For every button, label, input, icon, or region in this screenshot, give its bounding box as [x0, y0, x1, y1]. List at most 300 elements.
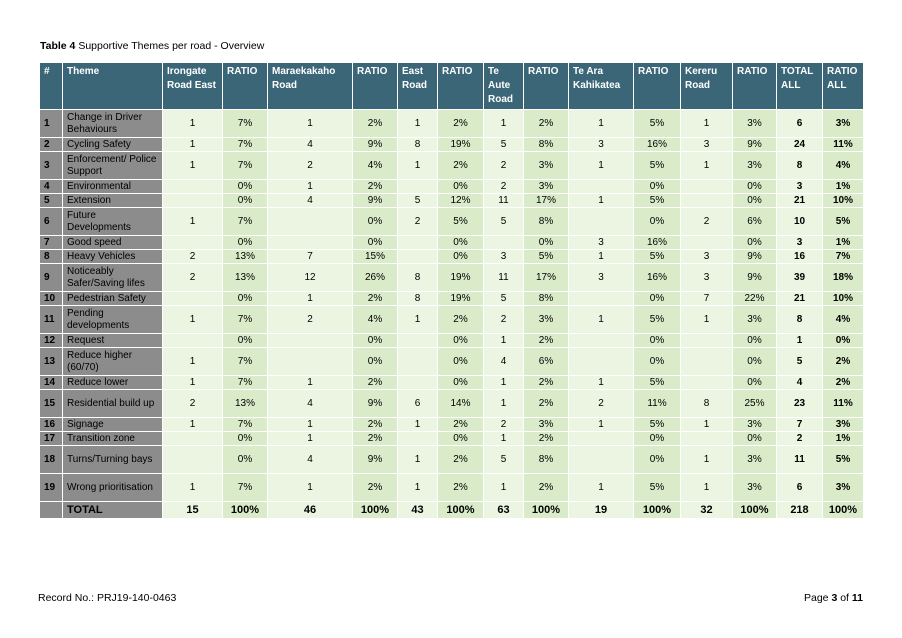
count-cell — [681, 194, 733, 208]
theme-name: Signage — [63, 418, 163, 432]
ratio-cell: 2% — [353, 418, 398, 432]
count-cell — [484, 236, 524, 250]
grand-total-cell: 218 — [777, 502, 823, 519]
count-cell: 3 — [681, 138, 733, 152]
ratio-cell: 26% — [353, 264, 398, 292]
total-ratio-cell: 100% — [634, 502, 681, 519]
count-cell: 2 — [484, 152, 524, 180]
ratio-cell: 9% — [353, 194, 398, 208]
column-header: Kereru Road — [681, 63, 733, 110]
row-number: 15 — [40, 390, 63, 418]
theme-name: Noticeably Safer/Saving lifes — [63, 264, 163, 292]
count-cell: 1 — [484, 376, 524, 390]
ratio-all-cell: 1% — [823, 180, 864, 194]
ratio-cell: 6% — [524, 348, 569, 376]
total-all-cell: 7 — [777, 418, 823, 432]
ratio-cell: 2% — [524, 432, 569, 446]
theme-name: Pending developments — [63, 306, 163, 334]
column-header: RATIO — [733, 63, 777, 110]
ratio-cell: 0% — [223, 432, 268, 446]
total-all-cell: 21 — [777, 194, 823, 208]
ratio-cell: 5% — [634, 194, 681, 208]
column-header: Theme — [63, 63, 163, 110]
count-cell: 3 — [569, 264, 634, 292]
count-cell: 1 — [163, 152, 223, 180]
ratio-cell: 8% — [524, 208, 569, 236]
count-cell: 1 — [569, 376, 634, 390]
row-number: 5 — [40, 194, 63, 208]
count-cell: 1 — [398, 418, 438, 432]
ratio-cell: 0% — [733, 376, 777, 390]
count-cell — [398, 180, 438, 194]
count-cell — [268, 334, 353, 348]
count-cell — [268, 348, 353, 376]
theme-name: Environmental — [63, 180, 163, 194]
ratio-cell: 0% — [524, 236, 569, 250]
count-cell: 11 — [484, 194, 524, 208]
ratio-cell: 7% — [223, 208, 268, 236]
column-header: RATIO — [634, 63, 681, 110]
ratio-cell: 0% — [634, 334, 681, 348]
count-cell: 1 — [163, 306, 223, 334]
row-number: 3 — [40, 152, 63, 180]
ratio-all-cell: 10% — [823, 292, 864, 306]
row-number: 9 — [40, 264, 63, 292]
record-number: Record No.: PRJ19-140-0463 — [38, 592, 177, 604]
count-cell: 1 — [268, 110, 353, 138]
ratio-cell: 0% — [438, 432, 484, 446]
ratio-cell: 0% — [223, 180, 268, 194]
count-cell: 1 — [398, 110, 438, 138]
ratio-cell: 2% — [353, 376, 398, 390]
theme-name: Pedestrian Safety — [63, 292, 163, 306]
ratio-cell: 4% — [353, 306, 398, 334]
count-cell: 8 — [398, 292, 438, 306]
table-row — [40, 474, 864, 502]
count-cell — [681, 236, 733, 250]
ratio-cell: 17% — [524, 264, 569, 292]
ratio-cell: 3% — [524, 152, 569, 180]
ratio-all-cell: 10% — [823, 194, 864, 208]
count-cell — [681, 334, 733, 348]
ratio-cell: 15% — [353, 250, 398, 264]
total-ratio-cell: 100% — [438, 502, 484, 519]
ratio-cell: 17% — [524, 194, 569, 208]
ratio-cell: 8% — [524, 446, 569, 474]
ratio-cell: 0% — [438, 334, 484, 348]
ratio-cell: 0% — [634, 180, 681, 194]
total-ratio-cell: 100% — [733, 502, 777, 519]
ratio-cell: 0% — [733, 432, 777, 446]
theme-name: Extension — [63, 194, 163, 208]
column-header: Irongate Road East — [163, 63, 223, 110]
ratio-cell: 9% — [353, 138, 398, 152]
ratio-cell: 2% — [524, 110, 569, 138]
count-cell: 1 — [398, 446, 438, 474]
table-row — [40, 152, 864, 180]
ratio-cell: 9% — [733, 264, 777, 292]
ratio-cell: 7% — [223, 306, 268, 334]
theme-name: Change in Driver Behaviours — [63, 110, 163, 138]
ratio-cell: 3% — [733, 474, 777, 502]
count-cell: 2 — [484, 306, 524, 334]
table-row — [40, 390, 864, 418]
ratio-cell: 0% — [733, 334, 777, 348]
total-all-cell: 3 — [777, 180, 823, 194]
ratio-cell: 12% — [438, 194, 484, 208]
count-cell: 5 — [398, 194, 438, 208]
ratio-cell: 13% — [223, 250, 268, 264]
count-cell: 1 — [569, 152, 634, 180]
ratio-cell: 3% — [733, 446, 777, 474]
count-cell: 1 — [163, 208, 223, 236]
count-cell — [268, 208, 353, 236]
ratio-cell: 0% — [733, 236, 777, 250]
ratio-cell: 9% — [733, 250, 777, 264]
count-cell: 3 — [569, 138, 634, 152]
total-all-cell: 23 — [777, 390, 823, 418]
column-header: TOTAL ALL — [777, 63, 823, 110]
count-cell: 1 — [398, 474, 438, 502]
count-cell: 3 — [681, 250, 733, 264]
ratio-cell: 3% — [524, 180, 569, 194]
ratio-cell: 5% — [634, 306, 681, 334]
table-row — [40, 180, 864, 194]
count-cell: 3 — [681, 264, 733, 292]
column-header: RATIO — [438, 63, 484, 110]
ratio-cell: 2% — [438, 446, 484, 474]
count-cell: 1 — [163, 418, 223, 432]
count-cell: 5 — [484, 208, 524, 236]
count-cell: 2 — [163, 390, 223, 418]
row-number: 10 — [40, 292, 63, 306]
theme-name: Good speed — [63, 236, 163, 250]
ratio-cell: 8% — [524, 292, 569, 306]
count-cell — [163, 180, 223, 194]
count-cell: 1 — [268, 418, 353, 432]
ratio-cell: 3% — [733, 110, 777, 138]
theme-name: Future Developments — [63, 208, 163, 236]
ratio-cell: 0% — [223, 236, 268, 250]
total-row-number — [40, 502, 63, 519]
count-cell — [163, 292, 223, 306]
count-cell: 1 — [681, 110, 733, 138]
count-cell: 1 — [569, 250, 634, 264]
total-count-cell: 19 — [569, 502, 634, 519]
count-cell: 1 — [681, 152, 733, 180]
count-cell: 4 — [268, 138, 353, 152]
column-header: Te Aute Road — [484, 63, 524, 110]
count-cell — [268, 236, 353, 250]
table-caption — [40, 40, 264, 52]
count-cell: 11 — [484, 264, 524, 292]
row-number: 14 — [40, 376, 63, 390]
count-cell: 1 — [163, 110, 223, 138]
ratio-all-cell: 5% — [823, 208, 864, 236]
count-cell: 1 — [681, 446, 733, 474]
ratio-all-cell: 1% — [823, 236, 864, 250]
total-all-cell: 39 — [777, 264, 823, 292]
total-count-cell: 63 — [484, 502, 524, 519]
grand-ratio-cell: 100% — [823, 502, 864, 519]
ratio-cell: 5% — [634, 250, 681, 264]
total-ratio-cell: 100% — [353, 502, 398, 519]
ratio-cell: 22% — [733, 292, 777, 306]
ratio-cell: 2% — [438, 474, 484, 502]
ratio-cell: 9% — [353, 390, 398, 418]
count-cell — [569, 334, 634, 348]
table-row — [40, 236, 864, 250]
row-number: 17 — [40, 432, 63, 446]
page-number — [804, 592, 863, 604]
ratio-cell: 2% — [353, 110, 398, 138]
theme-name: Cycling Safety — [63, 138, 163, 152]
table-row — [40, 432, 864, 446]
count-cell — [569, 208, 634, 236]
row-number: 7 — [40, 236, 63, 250]
total-all-cell: 6 — [777, 474, 823, 502]
total-all-cell: 8 — [777, 306, 823, 334]
total-all-cell: 3 — [777, 236, 823, 250]
ratio-cell: 9% — [353, 446, 398, 474]
ratio-cell: 3% — [733, 418, 777, 432]
count-cell — [681, 376, 733, 390]
total-all-cell: 6 — [777, 110, 823, 138]
count-cell — [569, 180, 634, 194]
ratio-cell: 0% — [353, 334, 398, 348]
ratio-cell: 0% — [353, 348, 398, 376]
ratio-cell: 2% — [524, 334, 569, 348]
total-count-cell: 32 — [681, 502, 733, 519]
row-number: 1 — [40, 110, 63, 138]
ratio-cell: 16% — [634, 236, 681, 250]
ratio-cell: 7% — [223, 110, 268, 138]
count-cell: 1 — [681, 474, 733, 502]
ratio-cell: 3% — [524, 418, 569, 432]
column-header: RATIO ALL — [823, 63, 864, 110]
theme-name: Heavy Vehicles — [63, 250, 163, 264]
total-all-cell: 24 — [777, 138, 823, 152]
total-ratio-cell: 100% — [524, 502, 569, 519]
ratio-cell: 0% — [223, 194, 268, 208]
ratio-cell: 5% — [634, 418, 681, 432]
ratio-cell: 9% — [733, 138, 777, 152]
ratio-all-cell: 3% — [823, 474, 864, 502]
ratio-cell: 19% — [438, 138, 484, 152]
ratio-cell: 0% — [634, 446, 681, 474]
count-cell: 1 — [681, 418, 733, 432]
page-total: 11 — [851, 592, 863, 604]
count-cell: 7 — [681, 292, 733, 306]
ratio-all-cell: 3% — [823, 110, 864, 138]
total-all-cell: 8 — [777, 152, 823, 180]
ratio-cell: 7% — [223, 152, 268, 180]
column-header: # — [40, 63, 63, 110]
count-cell — [681, 348, 733, 376]
count-cell — [398, 250, 438, 264]
count-cell: 2 — [484, 418, 524, 432]
ratio-cell: 25% — [733, 390, 777, 418]
count-cell: 2 — [163, 264, 223, 292]
count-cell: 12 — [268, 264, 353, 292]
ratio-cell: 3% — [733, 152, 777, 180]
theme-name: Turns/Turning bays — [63, 446, 163, 474]
column-header: East Road — [398, 63, 438, 110]
count-cell: 2 — [398, 208, 438, 236]
count-cell: 3 — [569, 236, 634, 250]
ratio-cell: 3% — [733, 306, 777, 334]
count-cell — [163, 432, 223, 446]
count-cell: 1 — [681, 306, 733, 334]
count-cell: 1 — [163, 138, 223, 152]
ratio-cell: 16% — [634, 264, 681, 292]
ratio-all-cell: 0% — [823, 334, 864, 348]
count-cell: 1 — [398, 152, 438, 180]
column-header: Maraekakaho Road — [268, 63, 353, 110]
theme-name: Reduce higher (60/70) — [63, 348, 163, 376]
count-cell: 2 — [268, 306, 353, 334]
count-cell: 1 — [484, 110, 524, 138]
ratio-cell: 2% — [353, 180, 398, 194]
count-cell: 1 — [268, 474, 353, 502]
count-cell: 1 — [484, 432, 524, 446]
table-row — [40, 348, 864, 376]
table-row — [40, 208, 864, 236]
ratio-all-cell: 2% — [823, 376, 864, 390]
total-ratio-cell: 100% — [223, 502, 268, 519]
page-prefix: Page — [804, 592, 832, 604]
total-all-cell: 1 — [777, 334, 823, 348]
count-cell — [569, 348, 634, 376]
row-number: 8 — [40, 250, 63, 264]
count-cell: 5 — [484, 292, 524, 306]
total-all-cell: 2 — [777, 432, 823, 446]
ratio-cell: 0% — [353, 236, 398, 250]
ratio-cell: 5% — [634, 110, 681, 138]
header-row — [40, 63, 864, 110]
count-cell: 4 — [268, 390, 353, 418]
count-cell — [398, 348, 438, 376]
ratio-cell: 0% — [223, 334, 268, 348]
ratio-cell: 19% — [438, 264, 484, 292]
count-cell — [398, 334, 438, 348]
theme-name: Wrong prioritisation — [63, 474, 163, 502]
ratio-cell: 7% — [223, 376, 268, 390]
ratio-cell: 0% — [438, 180, 484, 194]
ratio-cell: 5% — [634, 474, 681, 502]
ratio-cell: 0% — [223, 292, 268, 306]
total-all-cell: 4 — [777, 376, 823, 390]
row-number: 12 — [40, 334, 63, 348]
ratio-all-cell: 2% — [823, 348, 864, 376]
count-cell: 5 — [484, 138, 524, 152]
count-cell: 1 — [268, 432, 353, 446]
theme-name: Request — [63, 334, 163, 348]
row-number: 6 — [40, 208, 63, 236]
count-cell — [398, 236, 438, 250]
ratio-all-cell: 5% — [823, 446, 864, 474]
count-cell: 8 — [681, 390, 733, 418]
ratio-cell: 0% — [634, 208, 681, 236]
ratio-cell: 2% — [524, 474, 569, 502]
count-cell: 4 — [268, 194, 353, 208]
count-cell: 1 — [569, 418, 634, 432]
ratio-cell: 11% — [634, 390, 681, 418]
ratio-cell: 0% — [733, 348, 777, 376]
table-row — [40, 292, 864, 306]
count-cell: 1 — [569, 474, 634, 502]
ratio-all-cell: 1% — [823, 432, 864, 446]
count-cell: 5 — [484, 446, 524, 474]
count-cell — [569, 432, 634, 446]
ratio-cell: 5% — [634, 152, 681, 180]
ratio-cell: 5% — [438, 208, 484, 236]
page-sep: of — [837, 592, 852, 604]
ratio-cell: 2% — [353, 432, 398, 446]
table-row — [40, 334, 864, 348]
ratio-cell: 2% — [438, 306, 484, 334]
table-row — [40, 110, 864, 138]
ratio-cell: 0% — [634, 292, 681, 306]
ratio-all-cell: 11% — [823, 390, 864, 418]
count-cell — [569, 446, 634, 474]
count-cell: 7 — [268, 250, 353, 264]
total-all-cell: 5 — [777, 348, 823, 376]
count-cell: 2 — [163, 250, 223, 264]
count-cell: 1 — [163, 348, 223, 376]
ratio-cell: 0% — [438, 236, 484, 250]
ratio-cell: 7% — [223, 348, 268, 376]
total-count-cell: 46 — [268, 502, 353, 519]
ratio-cell: 16% — [634, 138, 681, 152]
ratio-cell: 3% — [524, 306, 569, 334]
count-cell: 1 — [268, 180, 353, 194]
total-row — [40, 502, 864, 519]
row-number: 2 — [40, 138, 63, 152]
count-cell: 3 — [484, 250, 524, 264]
ratio-cell: 2% — [438, 110, 484, 138]
count-cell — [569, 292, 634, 306]
ratio-cell: 0% — [438, 250, 484, 264]
table-row — [40, 138, 864, 152]
ratio-cell: 2% — [524, 376, 569, 390]
count-cell: 6 — [398, 390, 438, 418]
ratio-cell: 2% — [524, 390, 569, 418]
row-number: 19 — [40, 474, 63, 502]
ratio-cell: 0% — [733, 194, 777, 208]
total-count-cell: 15 — [163, 502, 223, 519]
ratio-all-cell: 4% — [823, 152, 864, 180]
count-cell: 2 — [681, 208, 733, 236]
ratio-cell: 0% — [634, 348, 681, 376]
column-header: RATIO — [524, 63, 569, 110]
count-cell: 2 — [268, 152, 353, 180]
ratio-cell: 7% — [223, 474, 268, 502]
table-row — [40, 446, 864, 474]
total-all-cell: 16 — [777, 250, 823, 264]
row-number: 16 — [40, 418, 63, 432]
total-all-cell: 21 — [777, 292, 823, 306]
count-cell: 1 — [163, 474, 223, 502]
caption-text: Supportive Themes per road - Overview — [75, 40, 265, 52]
ratio-all-cell: 3% — [823, 418, 864, 432]
column-header: RATIO — [223, 63, 268, 110]
ratio-cell: 6% — [733, 208, 777, 236]
row-number: 13 — [40, 348, 63, 376]
table-row — [40, 250, 864, 264]
count-cell: 8 — [398, 138, 438, 152]
ratio-cell: 0% — [438, 348, 484, 376]
